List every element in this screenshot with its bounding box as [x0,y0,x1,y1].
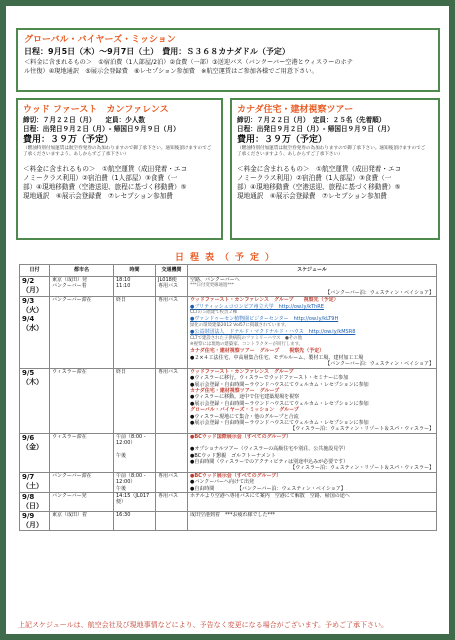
schedule-header-row [20,265,437,277]
conference-title: ウッド ファースト カンファレンス [23,105,169,115]
schedule-note: 上記スケジュールは、航空会社及び現地事情などにより、予告なく変更になる場合がございます。予めご了承下さい。 [18,621,389,629]
conference-fee: 費用：３９万（予定） [23,135,114,145]
header-transport: 交通機関 [156,265,188,277]
schedule-row [20,368,437,433]
schedule-row [20,472,437,492]
schedule-row [20,277,437,297]
row-schedule [188,472,437,492]
mission-included-2: ル往復）④現地通訳 ⑤展示会登録費 ⑥レセプション参加費 ※航空運賃はご参加各様でご用意下さい。 [24,68,318,75]
row-time: 16:30 [114,512,156,531]
schedule-line: 緑化の環境建築2012 Vol57に掲載されています。 [190,322,290,328]
schedule-line: ●公益財団法人 ドナルド・マクドナルド・ハウス http://ow.ly/kMSR8 [190,329,356,336]
row-city: バンクーバー滞在 [50,297,114,368]
schedule-line: ●ブリティッシュコロンビア州立大学 http://ow.ly/kThRE [190,303,324,310]
conference-included-3: 部）④現地移動費（空港送迎、旅程に基づく移動費）⑤ [23,183,187,192]
row-date: 9/9（月） [20,512,50,531]
tour-title: カナダ住宅・建材視察ツアー [237,105,354,115]
schedule-line: ●ウィスラーに移行。ウィスラーでウッドファースト・セミナーに参加 [190,375,349,382]
tour-included-3: 部）④現地移動費（空港送迎、旅程に基づく移動費）⑤ [237,183,401,192]
row-schedule [188,512,437,531]
row-city: ウィスラー滞在 [50,368,114,433]
conference-note-1: （燃油特別付加運賃は航空券発券の為加わりますので御了承下さい。通知後頂けますのでご [23,146,212,151]
conference-included-2: ノミークラス利用）②宿泊費（1人部屋）③食費（一 [23,174,178,183]
schedule-line: ●展示会登録・自由時間ーラウンドハウスにてウェルカム・レセプションに参加 [190,419,369,426]
row-date: 9/7 （土） [20,472,50,492]
schedule-row [20,433,437,472]
schedule-row [20,297,437,368]
mission-included-1: ＜料金に含まれるもの＞ ①宿泊費（1人部屋/2泊）②食費（一部）③送迎バス（バンクーバー空港とウィスラーのホテ [24,59,353,66]
schedule-line: 成田空港到着 ***お疲れ様でした*** [190,512,276,518]
row-city: 東京（成田）発 バンクーバー着 [50,277,114,297]
schedule-line: 【ウィスラー泊：ウェスティン・リゾート＆スパ・ウィスラー】 [290,465,434,472]
conference-included-4: 現地通訳 ⑥展示会登録費 ⑦レセプション参加費 [23,192,173,201]
tour-included-4: 現地通訳 ⑥展示会登録費 ⑦レセプション参加費 [237,192,387,201]
schedule-line: ●自由時間（ウィスラーでのアクティビティは別途申込みが必要です） [190,458,349,465]
mission-box [16,28,440,92]
row-date: 9/3 （火） 9/4 （水） [20,297,50,368]
schedule-line: ●オプショナルツアー（ウィスラーの高級住宅や別荘、公共施設見学） [190,446,349,453]
schedule-line: ***日付変更線通過*** [190,283,234,289]
row-date: 9/6 （金） [20,433,50,472]
schedule-line: 空路、バンクーバーへ [190,277,240,283]
schedule-line: ウッドファースト・カンファレンス グループ 視察先（予定） [190,297,339,304]
schedule-row [20,493,437,512]
conference-note-2: 了承くださいますよう、あしからずご了承下さい） [23,151,129,157]
schedule-line: ●ウィスラー現地にて集合・他のグループと合流 [190,413,299,420]
schedule-line: ●ヴァンドゥーセン植物園ビジターセンター http://ow.ly/kLT9H [190,316,339,323]
tour-included-1: ①航空運賃（成田発着・エコ [316,165,402,174]
conference-included-label: ＜料金に含まれるもの＞ [23,165,96,174]
schedule-line: 【バンクーバー泊：ウェスティン・ベイショア】 [325,289,434,296]
row-time: 18:10 11:10 [114,277,156,297]
schedule-line: ●BCウッド国際展示会（すべてのグループ） [190,433,292,440]
schedule-line: 【ウィスラー泊：ウェスティン・リゾート＆スパ・ウィスラー】 [290,426,434,433]
row-date: 9/5 （木） [20,368,50,433]
row-date: 9/2 （月） [20,277,50,297]
conference-quota: 定員：少人数 [105,116,145,124]
schedule-line: CLTで建設された子供病院のファミリーハウス ●その他 [190,335,302,341]
schedule-line: CLTの５階建て校舎２棟 [190,310,238,316]
tour-fee: 費用：３９万（予定） [237,135,328,145]
header-time: 時間 [114,265,156,277]
row-schedule [188,297,437,368]
schedule-title: 日程表（予定） [174,253,280,263]
row-schedule [188,277,437,297]
tour-quota: 定員：２５名（先着順） [312,116,386,124]
schedule-line: ●自由時間 【バンクーバー泊：ウェスティン・ベイショア】 [190,485,346,492]
conference-included-1: ①航空運賃（成田発着・エコ [102,165,188,174]
tour-included-2: ノミークラス利用）②宿泊費（1人部屋）③食費（一 [237,174,392,183]
row-transport: 専用バス [156,297,188,368]
row-transport: JL018便 専用バス [156,277,188,297]
row-schedule [188,493,437,512]
schedule-line: カナダ住宅・建材視察ツアー グループ [190,387,280,394]
schedule-line: ●ウィスラーに移動。途中で住宅建築現場を視察 [190,394,300,401]
schedule-line: ●２×４工法住宅、中高層集合住宅、モデルルーム、製材工場、建材加工工場 [190,354,364,361]
row-city: バンクーバー滞在 [50,472,114,492]
schedule-line: ウッドファースト・カンファレンス グループ [190,368,294,375]
header-date: 日付 [20,265,50,277]
row-time: 午前（8:00 - 12:00） 午後 [114,433,156,472]
row-transport [156,433,188,472]
tour-note-1: （燃油特別付加運賃は航空券発券の為加わりますので御了承下さい。通知後頂けますのでご [237,146,426,151]
tour-box [230,98,440,240]
row-schedule [188,368,437,433]
row-time: 14:15（JL017便） [114,493,156,512]
mission-title: グローバル・バイヤーズ・ミッション [24,35,176,45]
header-city: 都市名 [50,265,114,277]
row-time: 午前（8:00 - 12:00） 午後 [114,472,156,492]
row-transport: 専用バス [156,493,188,512]
schedule-line: 【バンクーバー泊：ウェスティン・ベイショア】 [325,361,434,368]
schedule-line: ●展示会登録・自由時間ーラウンドハウスにてウェルカム・レセプションに参加 [190,381,369,388]
row-city: 東京（成田）着 [50,512,114,531]
schedule-line: ●展示会登録・自由時間ーラウンドハウスにてウェルカム・レセプションに参加 [190,400,369,407]
schedule-line: ●BCウッド懇親 ゴルフトーナメント [190,452,276,459]
conference-box [16,98,223,240]
schedule-line: ホテルより空港へ専用バスにて案内 空港にて解散 空路、帰国の途へ [190,493,350,499]
tour-dates: 日程：出発日９月２日（月）- 帰国日９月９日（月） [237,125,394,133]
row-date: 9/8（日） [20,493,50,512]
schedule-line: ※視察には現地の建築家、コントラクターが同行します。 [190,342,304,348]
row-schedule [188,433,437,472]
header-schedule: スケジュール [188,265,437,277]
schedule-line: グローバル・バイヤーズ・ミッション グループ [190,407,299,414]
row-time: 終日 [114,297,156,368]
schedule-table [19,264,437,531]
conference-deadline: 締切：７月２２日（月） [23,116,93,124]
row-transport: 専用バス [156,368,188,433]
row-transport [156,512,188,531]
row-city: バンクーバー発 [50,493,114,512]
tour-included-label: ＜料金に含まれるもの＞ [237,165,310,174]
row-city: ウィスラー滞在 [50,433,114,472]
row-time: 終日 [114,368,156,433]
flyer-page [6,6,449,634]
tour-deadline: 締切：７月２２日（月） [237,116,307,124]
schedule-line: ●BCウッド展示会（すべてのグループ） [190,472,282,479]
schedule-line: カナダ住宅・建材視察ツアー グループ 視察先（予定） [190,348,325,355]
mission-date-fee: 日程：9月5日（木）〜9月7日（土） 費用：Ｓ３６８カナダドル（予定） [24,47,290,56]
conference-dates: 日程：出発日９月２日（月）- 帰国日９月９日（月） [23,125,180,133]
schedule-row [20,512,437,531]
schedule-line: ●バンクーバーへ向けて出発 [190,479,255,486]
row-transport: 専用バス [156,472,188,492]
tour-note-2: 了承くださいますよう、あしからずご了承下さい） [237,151,343,157]
